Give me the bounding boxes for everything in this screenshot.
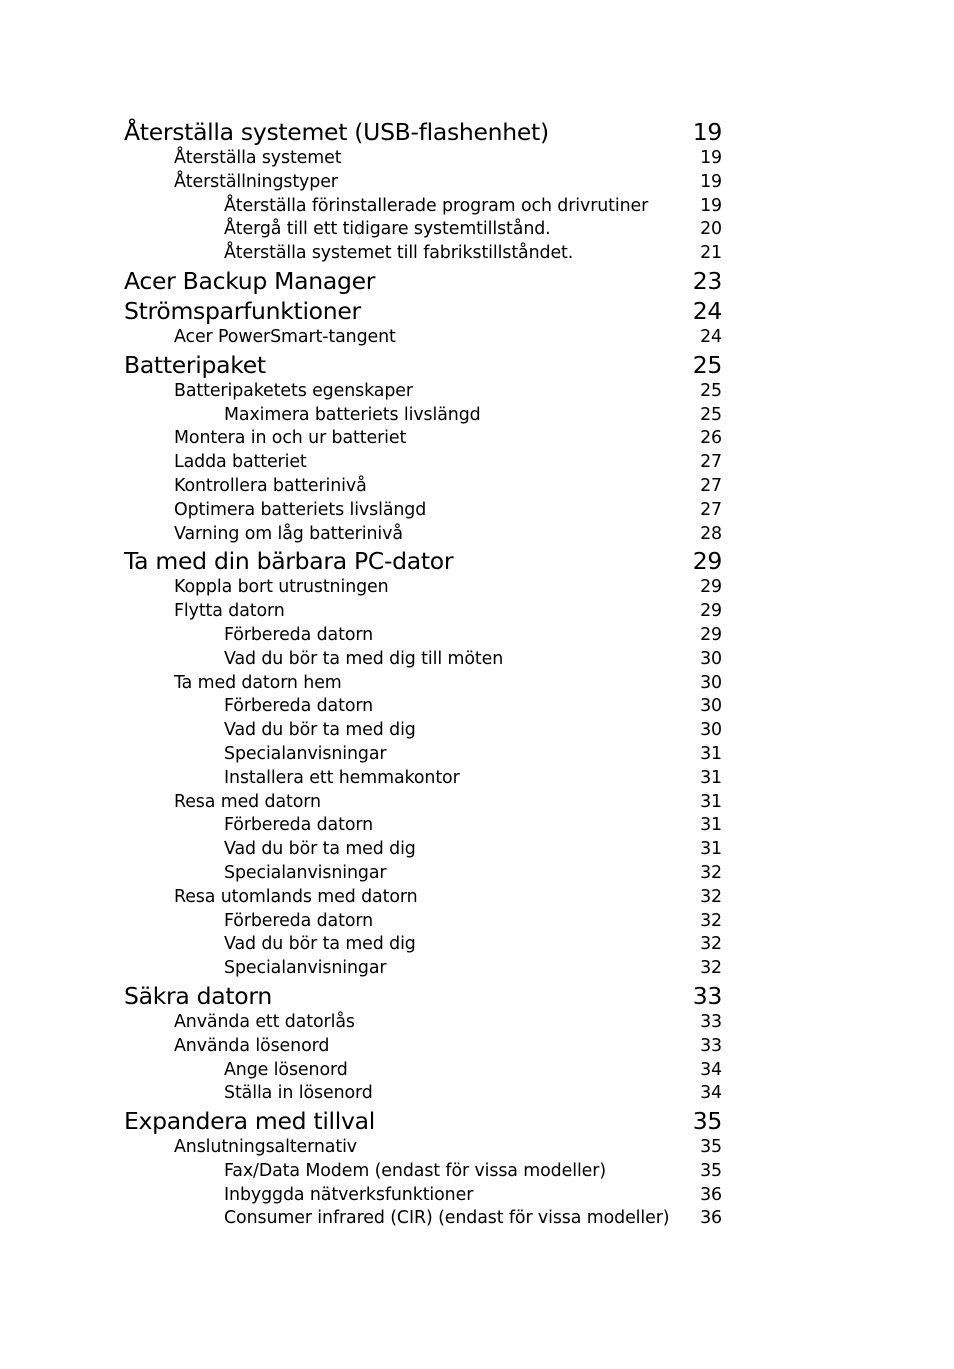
toc-entry-title: Resa med datorn [174,791,321,812]
toc-entry-title: Ange lösenord [224,1059,348,1080]
toc-entry-title: Vad du bör ta med dig [224,839,416,860]
toc-entry-title: Förbereda datorn [224,910,374,931]
toc-chapter-entry[interactable] [124,117,722,147]
toc-section-entry[interactable] [124,576,722,600]
toc-entry-title: Återställa systemet [174,148,342,168]
toc-page-number: 32 [700,886,722,907]
toc-page-number: 26 [700,428,722,449]
toc-section-entry[interactable] [124,910,722,934]
toc-entry-title: Installera ett hemmakontor [224,767,460,788]
toc-chapter-entry[interactable] [124,981,722,1011]
toc-page-number: 27 [700,452,722,473]
toc-entry-title: Acer PowerSmart-tangent [174,326,396,347]
toc-entry-title: Återställningstyper [174,171,338,192]
toc-section-entry[interactable] [124,195,722,219]
toc-page-number: 21 [700,243,722,264]
toc-section-entry[interactable] [124,404,722,428]
toc-chapter-entry[interactable] [124,350,722,380]
toc-entry-title: Använda ett datorlås [174,1011,355,1032]
toc-section-entry[interactable] [124,814,722,838]
toc-page-number: 31 [700,791,722,812]
toc-section-entry[interactable] [124,1011,722,1035]
toc-entry-title: Förbereda datorn [224,815,374,836]
toc-entry-title: Inbyggda nätverksfunktioner [224,1184,474,1205]
toc-section-entry[interactable] [124,451,722,475]
toc-section-entry[interactable] [124,1035,722,1059]
toc-page-number: 25 [700,380,722,401]
toc-section-entry[interactable] [124,743,722,767]
toc-entry-title: Batteripaket [124,350,266,379]
toc-page-number: 32 [700,910,722,931]
toc-entry-title: Återställa systemet till fabrikstillståndet. [224,243,574,264]
toc-page-number: 30 [700,648,722,669]
toc-section-entry[interactable] [124,523,722,547]
toc-section-entry[interactable] [124,791,722,815]
toc-entry-title: Montera in och ur batteriet [174,428,407,449]
toc-page-number: 35 [700,1137,722,1158]
toc-section-entry[interactable] [124,1160,722,1184]
toc-chapter-entry[interactable] [124,266,722,296]
toc-page-number: 31 [700,839,722,860]
toc-entry-title: Acer Backup Manager [124,266,376,295]
toc-entry-title: Återgå till ett tidigare systemtillstånd. [224,219,551,240]
toc-entry-title: Specialanvisningar [224,743,387,764]
toc-page-number: 32 [700,862,722,883]
toc-section-entry[interactable] [124,218,722,242]
toc-section-entry[interactable] [124,475,722,499]
toc-section-entry[interactable] [124,624,722,648]
toc-entry-title: Ladda batteriet [174,452,307,473]
toc-page-number: 23 [692,266,722,295]
toc-section-entry[interactable] [124,380,722,404]
toc-section-entry[interactable] [124,719,722,743]
toc-section-entry[interactable] [124,957,722,981]
toc-page-number: 29 [700,601,722,622]
toc-page-number: 19 [700,148,722,168]
toc-page-number: 28 [700,523,722,544]
toc-entry-title: Kontrollera batterinivå [174,475,367,496]
toc-entry-title: Batteripaketets egenskaper [174,380,413,401]
toc-section-entry[interactable] [124,242,722,266]
toc-page-number: 35 [700,1160,722,1181]
toc-page-number: 33 [700,1011,722,1032]
toc-page-number: 34 [700,1083,722,1104]
toc-section-entry[interactable] [124,838,722,862]
toc-entry-title: Fax/Data Modem (endast för vissa modeller) [224,1160,607,1181]
toc-entry-title: Varning om låg batterinivå [174,523,403,544]
toc-page-number: 33 [700,1035,722,1056]
toc-entry-title: Optimera batteriets livslängd [174,499,427,520]
toc-page-number: 34 [700,1059,722,1080]
table-of-contents [124,117,722,1231]
toc-section-entry[interactable] [124,427,722,451]
toc-chapter-entry[interactable] [124,296,722,326]
toc-entry-title: Ställa in lösenord [224,1083,373,1104]
toc-section-entry[interactable] [124,499,722,523]
toc-page-number: 29 [700,577,722,598]
toc-section-entry[interactable] [124,933,722,957]
toc-section-entry[interactable] [124,326,722,350]
toc-section-entry[interactable] [124,1059,722,1083]
toc-page-number: 32 [700,934,722,955]
toc-section-entry[interactable] [124,171,722,195]
toc-entry-title: Specialanvisningar [224,862,387,883]
toc-entry-title: Säkra datorn [124,981,272,1010]
toc-page-number: 30 [700,720,722,741]
toc-entry-title: Resa utomlands med datorn [174,886,418,907]
toc-entry-title: Vad du bör ta med dig [224,720,416,741]
toc-page-number: 31 [700,767,722,788]
toc-entry-title: Maximera batteriets livslängd [224,404,481,425]
toc-entry-title: Förbereda datorn [224,696,374,717]
toc-section-entry[interactable] [124,1082,722,1106]
toc-section-entry[interactable] [124,1136,722,1160]
toc-page-number: 36 [700,1184,722,1205]
toc-section-entry[interactable] [124,886,722,910]
toc-page-number: 19 [700,195,722,216]
toc-section-entry[interactable] [124,672,722,696]
toc-page-number: 27 [700,475,722,496]
toc-entry-title: Koppla bort utrustningen [174,577,389,598]
toc-page-number: 20 [700,219,722,240]
toc-page-number: 30 [700,672,722,693]
toc-section-entry[interactable] [124,767,722,791]
toc-entry-title: Återställa förinstallerade program och drivrutiner [224,195,649,216]
toc-entry-title: Specialanvisningar [224,958,387,979]
toc-page-number: 29 [692,547,722,576]
toc-page-number: 19 [692,118,722,146]
toc-entry-title: Strömsparfunktioner [124,296,361,325]
toc-page-number: 27 [700,499,722,520]
toc-chapter-entry[interactable] [124,546,722,576]
toc-page-number: 36 [700,1208,722,1229]
toc-page-number: 25 [700,404,722,425]
toc-section-entry[interactable] [124,695,722,719]
toc-section-entry[interactable] [124,600,722,624]
toc-section-entry[interactable] [124,147,722,171]
toc-entry-title: Ta med datorn hem [174,672,342,693]
toc-page-number: 19 [700,171,722,192]
toc-page-number: 33 [692,981,722,1010]
toc-page-number: 35 [692,1107,722,1136]
toc-page-number: 24 [692,296,722,325]
toc-page-number: 29 [700,624,722,645]
toc-section-entry[interactable] [124,648,722,672]
toc-page-number: 31 [700,815,722,836]
toc-entry-title: Expandera med tillval [124,1107,375,1136]
toc-entry-title: Förbereda datorn [224,624,374,645]
toc-page-number: 31 [700,743,722,764]
toc-section-entry[interactable] [124,862,722,886]
toc-section-entry[interactable] [124,1207,722,1231]
toc-entry-title: Consumer infrared (CIR) (endast för vissa modeller) [224,1208,670,1229]
toc-entry-title: Använda lösenord [174,1035,330,1056]
toc-entry-title: Vad du bör ta med dig till möten [224,648,504,669]
toc-entry-title: Ta med din bärbara PC-dator [124,547,454,576]
toc-entry-title: Återställa systemet (USB-flashenhet) [124,118,549,146]
toc-entry-title: Flytta datorn [174,601,285,622]
toc-page-number: 32 [700,958,722,979]
toc-chapter-entry[interactable] [124,1106,722,1136]
toc-page-number: 25 [692,350,722,379]
toc-entry-title: Anslutningsalternativ [174,1137,357,1158]
toc-page-number: 24 [700,326,722,347]
toc-section-entry[interactable] [124,1184,722,1208]
toc-page-number: 30 [700,696,722,717]
toc-entry-title: Vad du bör ta med dig [224,934,416,955]
